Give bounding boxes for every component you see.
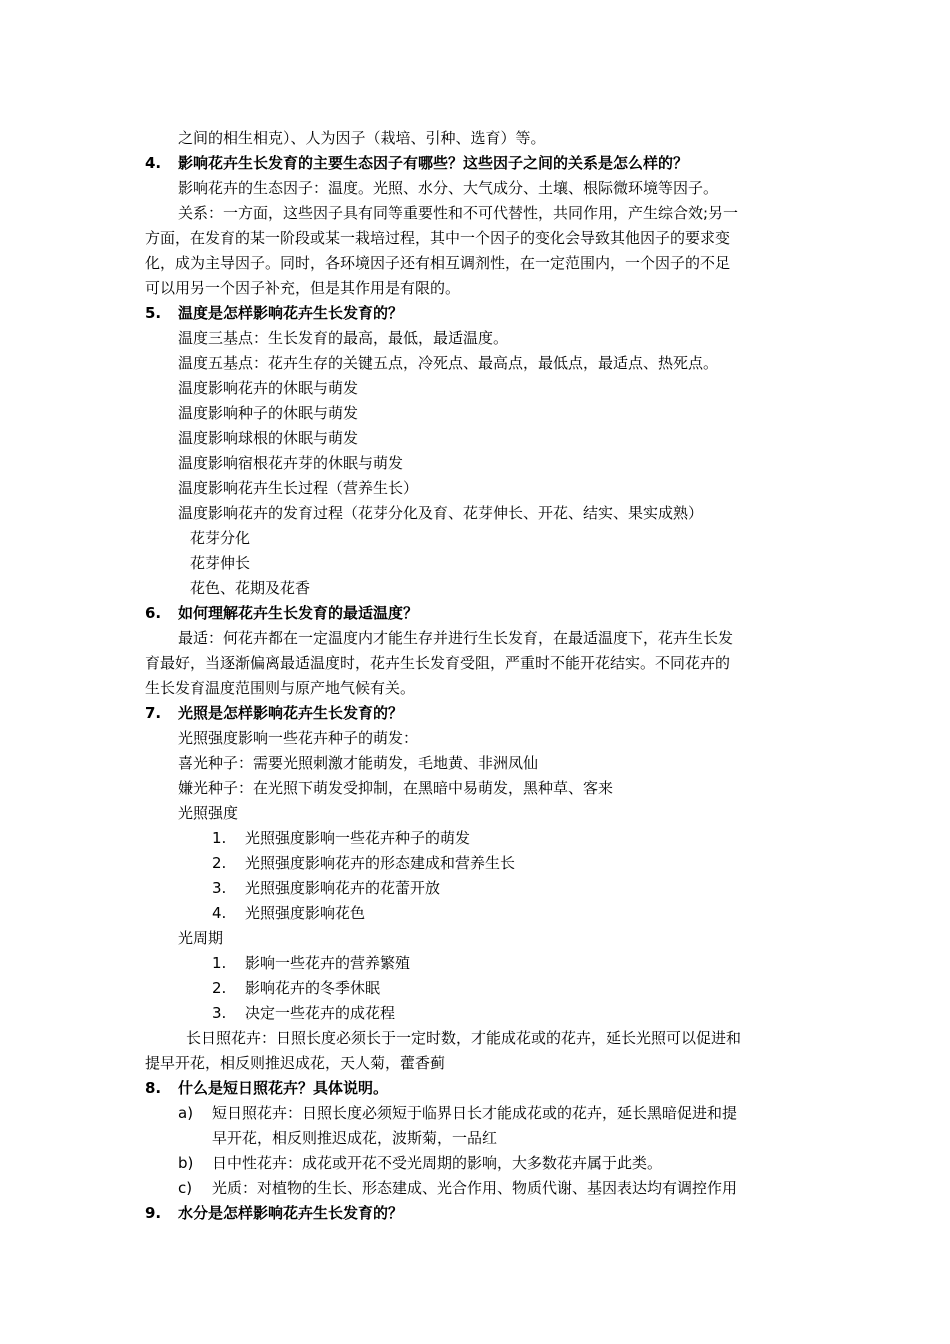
- list-text: 短日照花卉：日照长度必须短于临界日长才能成花或的花卉，延长黑暗促进和提: [212, 1104, 738, 1122]
- list-letter: c): [178, 1179, 193, 1197]
- question-text: 水分是怎样影响花卉生长发育的？: [178, 1204, 404, 1222]
- list-number: 3.: [212, 879, 227, 897]
- text-line: 花芽伸长: [190, 554, 251, 572]
- list-text: 影响花卉的冬季休眠: [245, 979, 381, 997]
- question-text: 如何理解花卉生长发育的最适温度？: [178, 604, 419, 622]
- question-text: 温度是怎样影响花卉生长发育的？: [178, 304, 404, 322]
- list-number: 2.: [212, 979, 227, 997]
- text-line: 嫌光种子：在光照下萌发受抑制，在黑暗中易萌发，黑种草、客来: [178, 779, 614, 797]
- list-item: [212, 953, 410, 973]
- text-line: 温度三基点：生长发育的最高，最低，最适温度。: [178, 329, 509, 347]
- question-number: 8.: [145, 1079, 162, 1097]
- question-9-heading: [145, 1203, 403, 1223]
- list-item: [212, 853, 515, 873]
- list-number: 1.: [212, 954, 227, 972]
- question-number: 5.: [145, 304, 162, 322]
- list-text: 光照强度影响花卉的形态建成和营养生长: [245, 854, 516, 872]
- list-number: 3.: [212, 1004, 227, 1022]
- text-line: 温度影响花卉的发育过程（花芽分化及育、花芽伸长、开花、结实、果实成熟）: [178, 504, 704, 522]
- list-number: 1.: [212, 829, 227, 847]
- text-line: 早开花，相反则推迟成花，波斯菊，一品红: [212, 1129, 498, 1147]
- text-line: 影响花卉的生态因子：温度。光照、水分、大气成分、土壤、根际微环境等因子。: [178, 179, 719, 197]
- list-number: 2.: [212, 854, 227, 872]
- list-text: 影响一些花卉的营养繁殖: [245, 954, 411, 972]
- text-line: 光照强度: [178, 804, 239, 822]
- text-line: 温度影响花卉生长过程（营养生长）: [178, 479, 419, 497]
- text-line: 方面，在发育的某一阶段或某一栽培过程，其中一个因子的变化会导致其他因子的要求变: [145, 229, 731, 247]
- text-line: 温度五基点：花卉生存的关键五点，冷死点、最高点，最低点，最适点、热死点。: [178, 354, 719, 372]
- question-text: 什么是短日照花卉？具体说明。: [178, 1079, 389, 1097]
- text-line: 生长发育温度范围则与原产地气候有关。: [145, 679, 416, 697]
- text-line: 光周期: [178, 929, 224, 947]
- list-item: [212, 978, 380, 998]
- list-item: [212, 828, 470, 848]
- list-text: 光照强度影响花卉的花蕾开放: [245, 879, 441, 897]
- list-item: [178, 1103, 737, 1123]
- list-text: 日中性花卉：成花或开花不受光周期的影响，大多数花卉属于此类。: [212, 1154, 663, 1172]
- list-text: 光质：对植物的生长、形态建成、光合作用、物质代谢、基因表达均有调控作用: [212, 1179, 738, 1197]
- text-line: 之间的相生相克）、人为因子（栽培、引种、选育）等。: [178, 129, 546, 147]
- text-line: 关系：一方面，这些因子具有同等重要性和不可代替性，共同作用，产生综合效;另一: [178, 204, 739, 222]
- list-text: 光照强度影响花色: [245, 904, 366, 922]
- text-line: 温度影响宿根花卉芽的休眠与萌发: [178, 454, 404, 472]
- question-4-heading: [145, 153, 688, 173]
- text-line: 温度影响球根的休眠与萌发: [178, 429, 359, 447]
- text-line: 温度影响种子的休眠与萌发: [178, 404, 359, 422]
- list-letter: a): [178, 1104, 194, 1122]
- list-item: [178, 1178, 737, 1198]
- question-8-heading: [145, 1078, 388, 1098]
- list-text: 决定一些花卉的成花程: [245, 1004, 396, 1022]
- text-line: 最适：何花卉都在一定温度内才能生存并进行生长发育，在最适温度下，花卉生长发: [178, 629, 734, 647]
- list-item: [178, 1153, 662, 1173]
- text-line: 喜光种子：需要光照刺激才能萌发，毛地黄、非洲凤仙: [178, 754, 539, 772]
- text-line: 温度影响花卉的休眠与萌发: [178, 379, 359, 397]
- question-text: 影响花卉生长发育的主要生态因子有哪些？这些因子之间的关系是怎么样的？: [178, 154, 689, 172]
- list-item: [212, 878, 440, 898]
- list-item: [212, 1003, 395, 1023]
- question-number: 9.: [145, 1204, 162, 1222]
- question-number: 7.: [145, 704, 162, 722]
- question-7-heading: [145, 703, 403, 723]
- text-line: 光照强度影响一些花卉种子的萌发：: [178, 729, 419, 747]
- text-line: 可以用另一个因子补充，但是其作用是有限的。: [145, 279, 461, 297]
- text-line: 花色、花期及花香: [190, 579, 311, 597]
- question-text: 光照是怎样影响花卉生长发育的？: [178, 704, 404, 722]
- question-5-heading: [145, 303, 403, 323]
- question-number: 6.: [145, 604, 162, 622]
- list-item: [212, 903, 365, 923]
- question-6-heading: [145, 603, 418, 623]
- text-line: 育最好，当逐渐偏离最适温度时，花卉生长发育受阻，严重时不能开花结实。不同花卉的: [145, 654, 731, 672]
- list-letter: b): [178, 1154, 194, 1172]
- text-line: 提早开花，相反则推迟成花，天人菊，藿香蓟: [145, 1054, 446, 1072]
- text-line: 化，成为主导因子。同时，各环境因子还有相互调剂性，在一定范围内，一个因子的不足: [145, 254, 731, 272]
- question-number: 4.: [145, 154, 162, 172]
- list-number: 4.: [212, 904, 227, 922]
- list-text: 光照强度影响一些花卉种子的萌发: [245, 829, 471, 847]
- text-line: 长日照花卉：日照长度必须长于一定时数，才能成花或的花卉，延长光照可以促进和: [186, 1029, 742, 1047]
- text-line: 花芽分化: [190, 529, 251, 547]
